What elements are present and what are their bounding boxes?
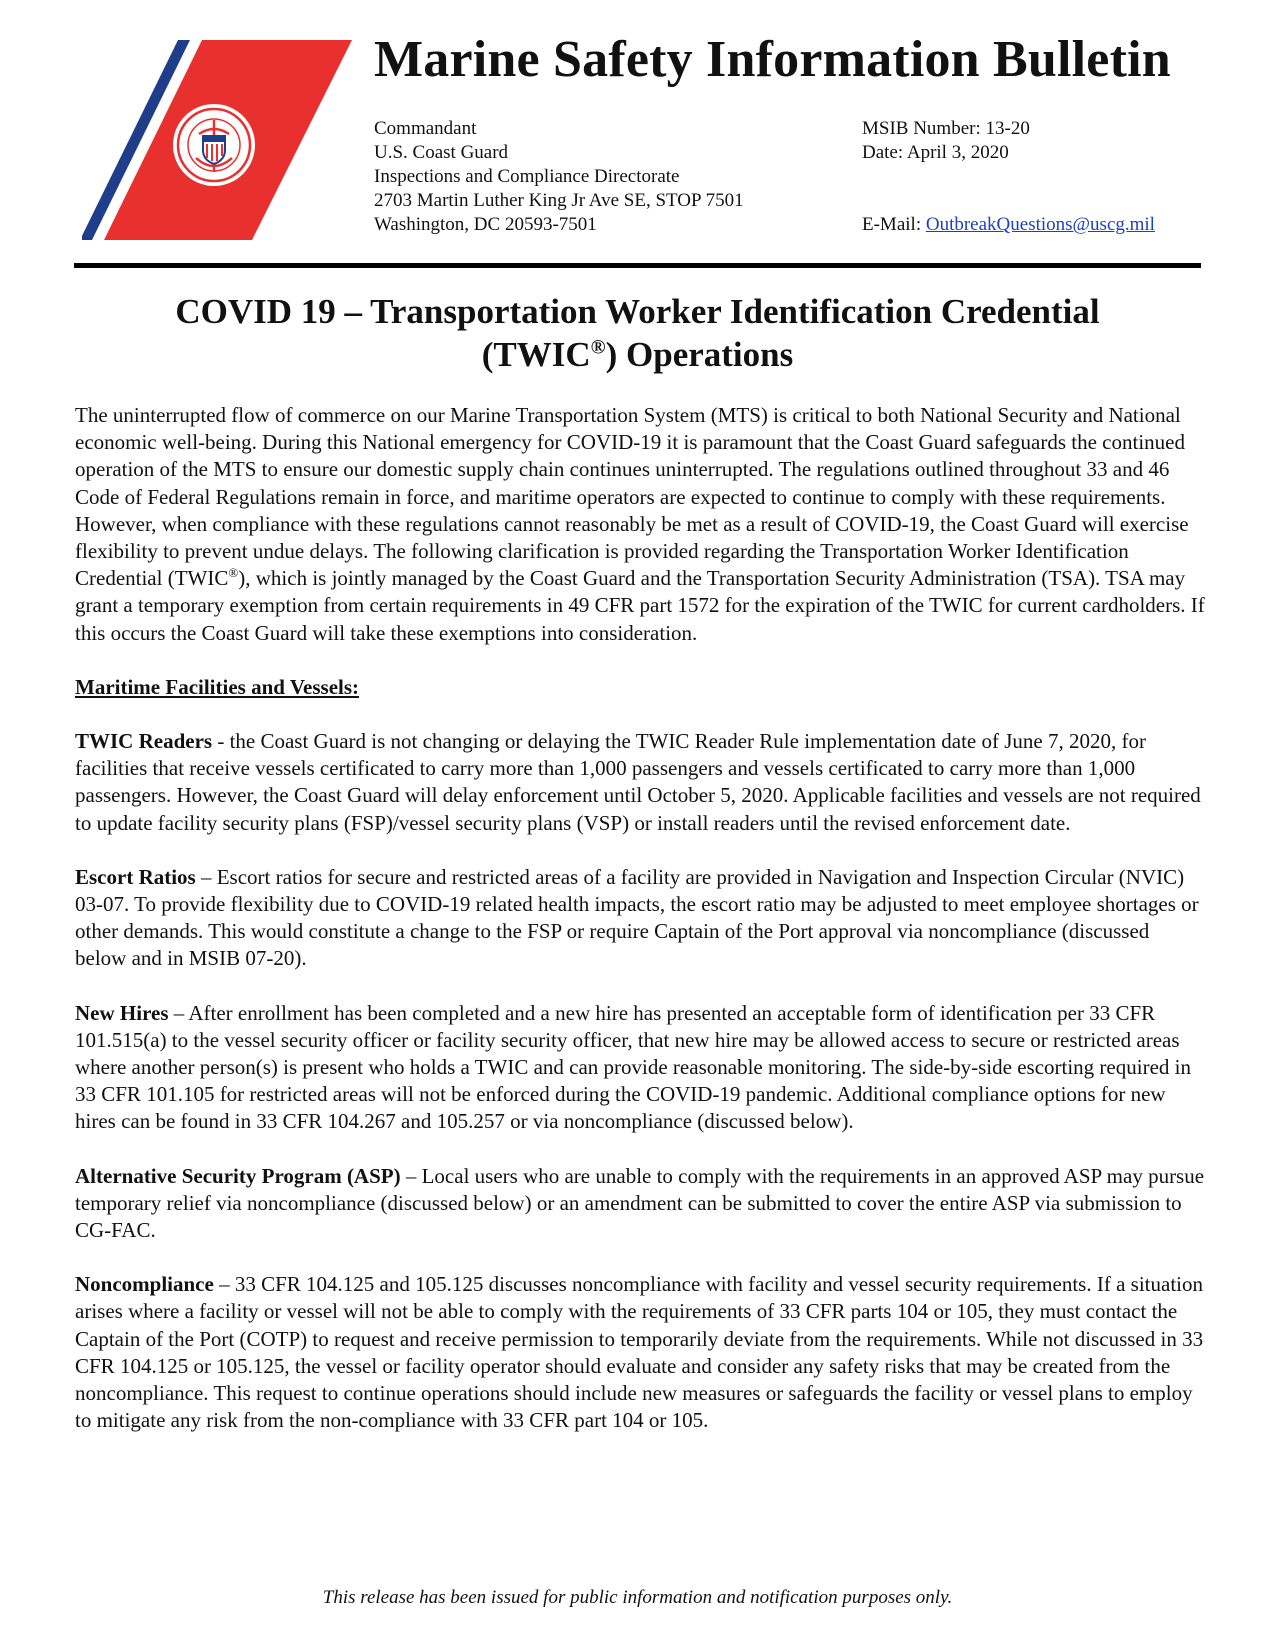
- coast-guard-stripe-logo: [82, 40, 352, 250]
- intro-text-1: The uninterrupted flow of commerce on our Marine Transportation System (MTS) is critical to both National Security and National economic well-being. During this National emergency for COVID-19 it is paramount that the Coast Guard safeguards the continued operation of the MTS to ensure our domestic supply chain continues uninterrupted. The regulations outlined throughout 33 and 46 Code of Federal Regulations remain in force, and maritime operators are expected to continue to comply with these requirements. However, when compliance with these regulations cannot reasonably be met as a result of COVID-19, the Coast Guard will exercise flexibility to prevent undue delays. The following clarification is provided regarding the Transportation Worker Identification Credential (TWIC: [75, 403, 1189, 591]
- address-line-1: Commandant: [374, 118, 477, 139]
- email-link[interactable]: OutbreakQuestions@uscg.mil: [925, 214, 1155, 235]
- bulletin-date: Date: April 3, 2020: [862, 142, 1009, 163]
- new-hires-paragraph: [75, 1000, 1205, 1136]
- escort-ratios-lead: Escort Ratios: [75, 864, 196, 889]
- address-line-2: U.S. Coast Guard: [374, 142, 509, 163]
- email-row: [862, 213, 1155, 237]
- escort-ratios-text: – Escort ratios for secure and restricted areas of a facility are provided in Navigation and Inspection Circular (NVIC) 03-07. To provide flexibility due to COVID-19 related health impacts, the escort ratio may be adjusted to meet employee shortages or other demands. This would constitute a change to the FSP or require Captain of the Port approval via noncompliance (discussed below and in MSIB 07-20).: [75, 864, 1199, 971]
- section-heading: Maritime Facilities and Vessels:: [75, 674, 360, 699]
- bulletin-body: [75, 402, 1205, 1462]
- asp-paragraph: [75, 1163, 1205, 1245]
- address-line-4: 2703 Martin Luther King Jr Ave SE, STOP 7501: [374, 190, 744, 211]
- noncompliance-paragraph: [75, 1271, 1205, 1434]
- msib-number: MSIB Number: 13-20: [862, 118, 1030, 139]
- email-label: E-Mail:: [862, 214, 926, 235]
- twic-readers-paragraph: [75, 728, 1205, 837]
- registered-mark: ®: [590, 336, 606, 359]
- title-line-2-post: ) Operations: [605, 335, 794, 374]
- uscg-seal-icon: [173, 104, 255, 186]
- new-hires-lead: New Hires: [75, 1000, 169, 1025]
- address-line-3: Inspections and Compliance Directorate: [374, 166, 680, 187]
- header-divider: [74, 263, 1201, 268]
- title-line-1: COVID 19 – Transportation Worker Identification Credential: [175, 292, 1100, 331]
- asp-text: – Local users who are unable to comply with the requirements in an approved ASP may pursue temporary relief via noncompliance (discussed below) or an amendment can be submitted to cover the entire ASP via submission to CG-FAC.: [75, 1163, 1205, 1243]
- bulletin-title: Marine Safety Information Bulletin: [374, 31, 1171, 88]
- intro-registered-mark: ®: [228, 565, 239, 581]
- escort-ratios-paragraph: [75, 864, 1205, 973]
- bulletin-meta: [862, 117, 1030, 165]
- address-line-5: Washington, DC 20593-7501: [374, 214, 597, 235]
- document-title: [74, 290, 1201, 376]
- intro-text-2: ), which is jointly managed by the Coast Guard and the Transportation Security Administration (TSA). TSA may grant a temporary exemption from certain requirements in 49 CFR part 1572 for the expiration of the TWIC for current cardholders. If this occurs the Coast Guard will take these exemptions into consideration.: [75, 566, 1205, 645]
- intro-paragraph: [75, 402, 1205, 647]
- issuer-address-block: [374, 117, 744, 237]
- noncompliance-text: – 33 CFR 104.125 and 105.125 discusses noncompliance with facility and vessel security requirements. If a situation arises where a facility or vessel will not be able to comply with the requirements of 33 CFR parts 104 or 105, they must contact the Captain of the Port (COTP) to request and receive permission to temporarily deviate from the requirements. While not discussed in 33 CFR 104.125 or 105.125, the vessel or facility operator should evaluate and consider any safety risks that may be created from the noncompliance. This request to continue operations should include new measures or safeguards the facility or vessel plans to employ to mitigate any risk from the non-compliance with 33 CFR part 104 or 105.: [75, 1272, 1204, 1433]
- twic-readers-lead: TWIC Readers: [75, 729, 213, 754]
- new-hires-text: – After enrollment has been completed and a new hire has presented an acceptable form of identification per 33 CFR 101.515(a) to the vessel security officer or facility security officer, that new hire may be allowed access to secure or restricted areas where another person(s) is present who holds a TWIC and can provide reasonable monitoring. The side-by-side escorting required in 33 CFR 101.105 for restricted areas will not be enforced during the COVID-19 pandemic. Additional compliance options for new hires can be found in 33 CFR 104.267 and 105.257 or via noncompliance (discussed below).: [75, 1000, 1191, 1134]
- asp-lead: Alternative Security Program (ASP): [75, 1163, 401, 1188]
- title-line-2-pre: (TWIC: [481, 335, 591, 374]
- release-footer: This release has been issued for public information and notification purposes only.: [322, 1587, 953, 1608]
- noncompliance-lead: Noncompliance: [75, 1272, 214, 1297]
- twic-readers-text: - the Coast Guard is not changing or delaying the TWIC Reader Rule implementation date of June 7, 2020, for facilities that receive vessels certificated to carry more than 1,000 passengers and vessels certificated to carry more than 1,000 passengers. However, the Coast Guard will delay enforcement until October 5, 2020. Applicable facilities and vessels are not required to update facility security plans (FSP)/vessel security plans (VSP) or install readers until the revised enforcement date.: [75, 729, 1201, 835]
